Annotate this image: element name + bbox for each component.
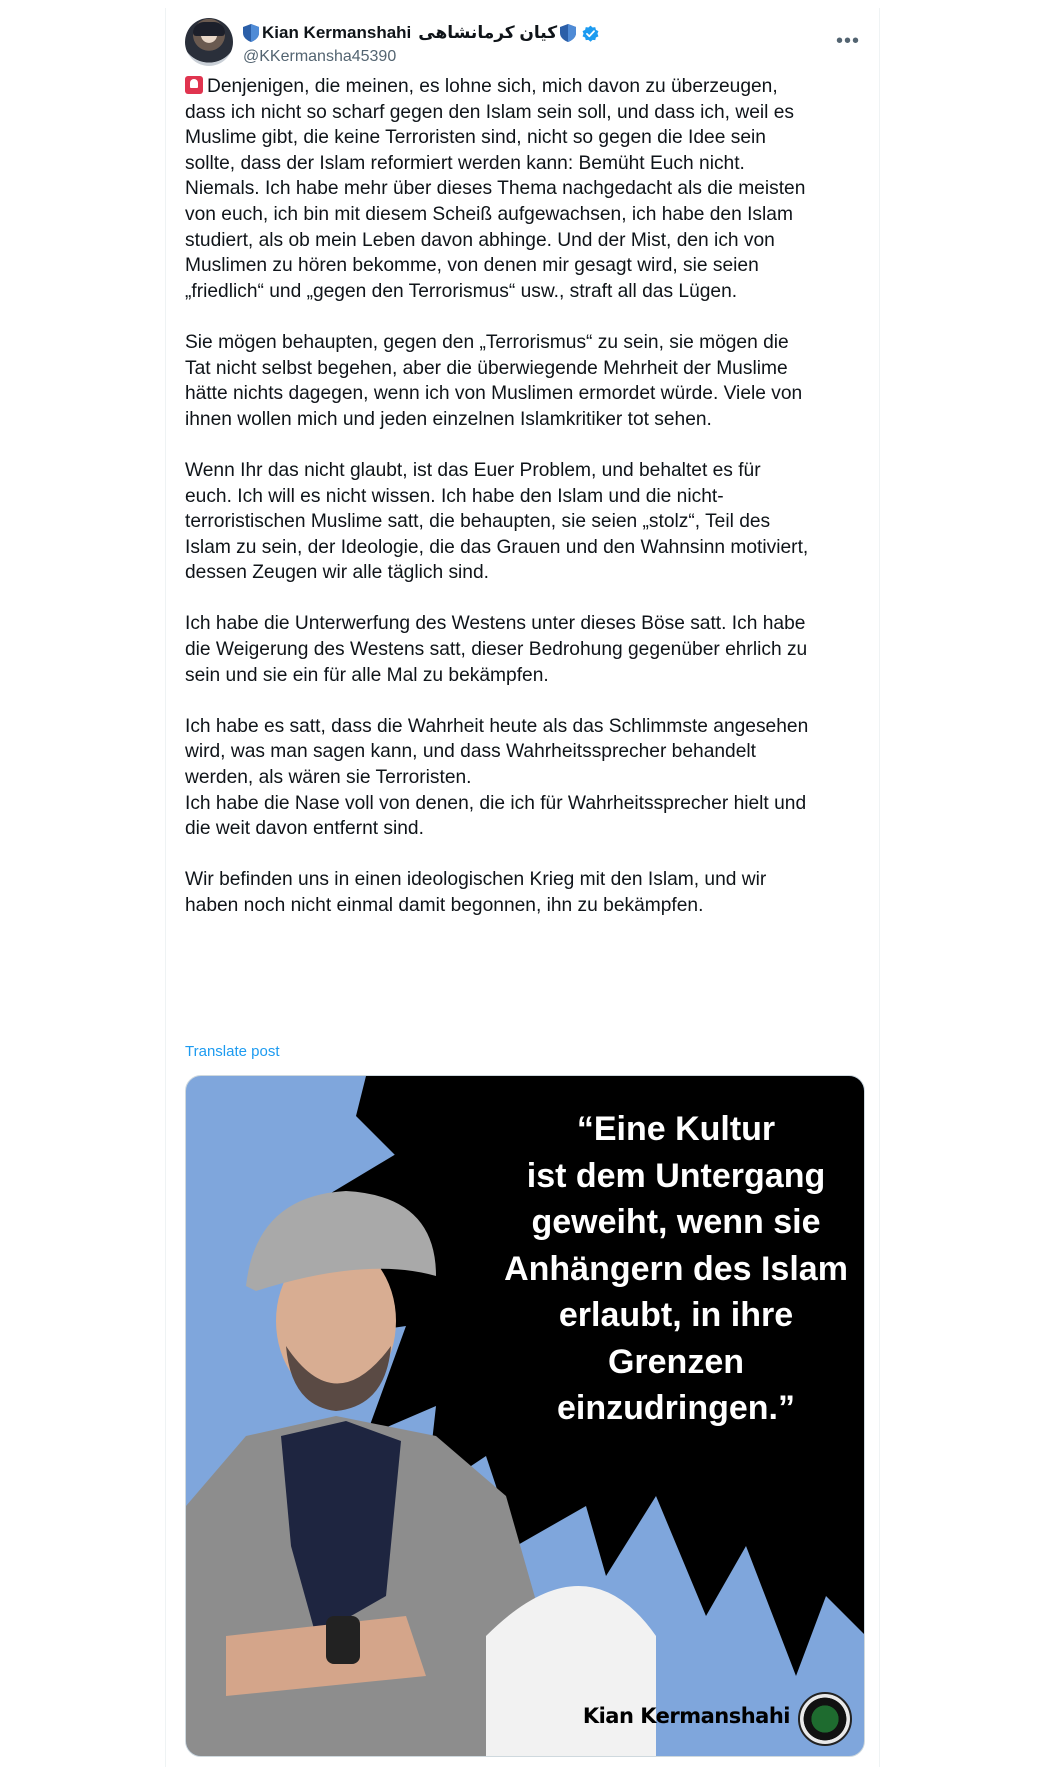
tweet-card (165, 8, 880, 1767)
tweet-paragraph-2: Sie mögen behaupten, gegen den „Terrorismus“ zu sein, sie mögen die Tat nicht selbst begehen, aber die überwiegende Mehrheit der Muslime hätte nichts dagegen, wenn ich von Muslimen ermordet würde. Viele von ihnen wollen mich und jeden einzelnen Islamkritiker tot sehen. (185, 331, 803, 430)
translate-post-link[interactable]: Translate post (185, 1043, 280, 1060)
tweet-paragraph-1 (185, 74, 865, 304)
shield-icon (243, 24, 259, 42)
media-quote: “Eine Kultur ist dem Untergang geweiht, wenn sie Anhängern des Islam erlaubt, in ihre Grenzen einzudringen.” (504, 1110, 848, 1427)
media-seal-logo (798, 1692, 852, 1746)
avatar[interactable] (185, 18, 233, 66)
tweet-header (185, 18, 865, 68)
author-handle[interactable]: @KKermansha45390 (243, 48, 397, 65)
tweet-paragraph-4: Ich habe die Unterwerfung des Westens unter dieses Böse satt. Ich habe die Weigerung des Westens satt, dieser Bedrohung gegenüber ehrlich zu sein und sie ein für alle Mal zu bekämpfen. (185, 613, 808, 686)
author-display-name-fa[interactable]: کیان کرمانشاهی (418, 23, 558, 42)
more-options-button[interactable]: ••• (835, 29, 860, 52)
shield-icon (560, 24, 576, 42)
author-display-name[interactable]: Kian Kermanshahi (262, 23, 412, 42)
verified-badge-icon[interactable] (581, 24, 600, 43)
watch (326, 1616, 360, 1664)
tweet-paragraph-5: Ich habe es satt, dass die Wahrheit heute als das Schlimmste angesehen wird, was man sagen kann, und dass Wahrheitssprecher behandelt werden, als wären sie Terroristen. Ich habe die Nase voll von denen, die ich für Wahrheitssprecher hielt und die weit davon entfernt sind. (185, 715, 809, 840)
tweet-paragraph-3: Wenn Ihr das nicht glaubt, ist das Euer Problem, und behaltet es für euch. Ich will es nicht wissen. Ich habe den Islam und die nicht- terroristischen Muslime satt, die behaupten, sie seien „stolz“, Teil des Islam zu sein, der Ideologie, die das Grauen und den Wahnsinn motiviert, dessen Zeugen wir alle täglich sind. (185, 459, 809, 584)
tweet-paragraph-6: Wir befinden uns in einen ideologischen Krieg mit den Islam, und wir haben noch nicht einmal damit begonnen, ihn zu bekämpfen. (185, 869, 767, 916)
siren-icon (185, 76, 203, 94)
media-brand-name: Kian Kermanshahi (582, 1704, 790, 1728)
tweet-paragraph-1-text: Denjenigen, die meinen, es lohne sich, mich davon zu überzeugen, dass ich nicht so scharf gegen den Islam sein soll, und dass ich, weil es Muslime gibt, die keine Terroristen sind, nicht so gegen die Idee sein sollte, dass der Islam reformiert werden kann: Bemüht Euch nicht. Niemals. Ich habe mehr über dieses Thema nachgedacht als die meisten von euch, ich bin mit diesem Scheiß aufgewachsen, ich habe den Islam studiert, als ob mein Leben davon abhinge. Und der Mist, den ich von Muslimen zu hören bekomme, von denen mir gesagt wird, sie seien „friedlich“ und „gegen den Terrorismus“ usw., straft all das Lügen. (185, 76, 806, 302)
author-name-row[interactable] (243, 22, 600, 44)
tweet-text (185, 74, 865, 919)
avatar-hat (193, 22, 225, 36)
tweet-media-image[interactable] (185, 1075, 865, 1757)
